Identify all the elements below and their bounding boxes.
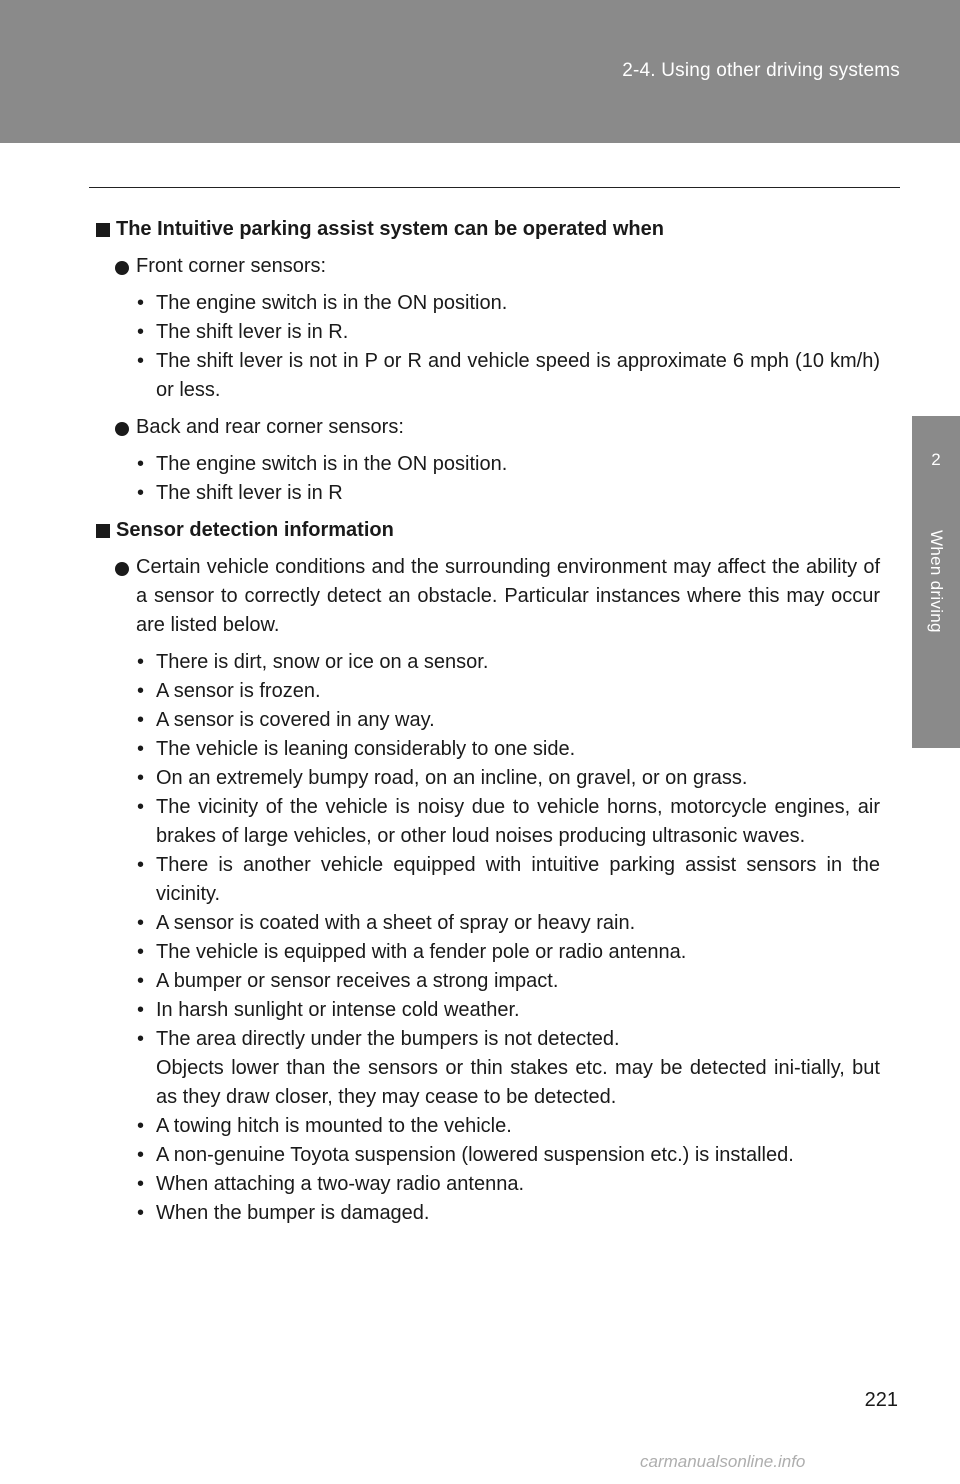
list-item: • The engine switch is in the ON position. <box>134 450 880 479</box>
list-item: Back and rear corner sensors: <box>96 413 880 442</box>
chapter-tab-number: 2 <box>912 416 960 496</box>
bullet-icon: • <box>137 1202 145 1224</box>
bullet-icon: • <box>137 767 145 789</box>
bullet-icon: • <box>137 1115 145 1137</box>
bullet-icon: • <box>137 709 145 731</box>
list-item: • In harsh sunlight or intense cold weather. <box>134 996 880 1025</box>
square-bullet-icon <box>96 223 110 237</box>
bullet-icon: • <box>137 1173 145 1195</box>
list-item: • The area directly under the bumpers is not detected. Objects lower than the sensors or thin stakes etc. may be detected ini-tially, but as they draw closer, they may cease to be detected. <box>134 1025 880 1112</box>
bullet-icon: • <box>137 738 145 760</box>
chapter-tab-label: When driving <box>927 530 946 633</box>
circle-bullet-icon <box>115 422 129 436</box>
page-content <box>96 215 880 1236</box>
list-item: • When attaching a two-way radio antenna. <box>134 1170 880 1199</box>
bullet-list <box>134 648 880 1228</box>
bullet-list <box>134 289 880 405</box>
square-bullet-icon <box>96 524 110 538</box>
section-heading: Sensor detection information <box>96 516 880 545</box>
bullet-icon: • <box>137 482 145 504</box>
list-item: • A sensor is frozen. <box>134 677 880 706</box>
bullet-list <box>134 450 880 508</box>
bullet-icon: • <box>137 453 145 475</box>
list-item: • The shift lever is not in P or R and vehicle speed is approximate 6 mph (10 km/h) or less. <box>134 347 880 405</box>
list-item: Front corner sensors: <box>96 252 880 281</box>
list-item: • A sensor is covered in any way. <box>134 706 880 735</box>
bullet-icon: • <box>137 321 145 343</box>
bullet-icon: • <box>137 651 145 673</box>
circle-bullet-icon <box>115 261 129 275</box>
list-item: • There is another vehicle equipped with intuitive parking assist sensors in the vicinity. <box>134 851 880 909</box>
bullet-icon: • <box>137 1028 145 1050</box>
item-note: Objects lower than the sensors or thin stakes etc. may be detected ini-tially, but as they draw closer, they may cease to be detected. <box>156 1057 880 1108</box>
bullet-icon: • <box>137 796 145 818</box>
circle-bullet-icon <box>115 562 129 576</box>
section-title: 2-4. Using other driving systems <box>622 60 900 81</box>
bullet-icon: • <box>137 999 145 1021</box>
header-rule <box>89 187 900 188</box>
bullet-icon: • <box>137 941 145 963</box>
page-number: 221 <box>864 1389 898 1411</box>
list-item: • A non-genuine Toyota suspension (lowered suspension etc.) is installed. <box>134 1141 880 1170</box>
list-item: • When the bumper is damaged. <box>134 1199 880 1228</box>
list-item: • The vicinity of the vehicle is noisy due to vehicle horns, motorcycle engines, air brakes of large vehicles, or other loud noises producing ultrasonic waves. <box>134 793 880 851</box>
list-item: • The vehicle is leaning considerably to one side. <box>134 735 880 764</box>
list-item: • The vehicle is equipped with a fender pole or radio antenna. <box>134 938 880 967</box>
list-item: • There is dirt, snow or ice on a sensor. <box>134 648 880 677</box>
list-item: • On an extremely bumpy road, on an incline, on gravel, or on grass. <box>134 764 880 793</box>
list-item: • The engine switch is in the ON position. <box>134 289 880 318</box>
bullet-icon: • <box>137 292 145 314</box>
bullet-icon: • <box>137 970 145 992</box>
list-item: • A bumper or sensor receives a strong impact. <box>134 967 880 996</box>
list-item: • A towing hitch is mounted to the vehicle. <box>134 1112 880 1141</box>
list-item: • A sensor is coated with a sheet of spray or heavy rain. <box>134 909 880 938</box>
list-item: Certain vehicle conditions and the surrounding environment may affect the ability of a sensor to correctly detect an obstacle. Particular instances where this may occur are listed below. <box>96 553 880 640</box>
bullet-icon: • <box>137 912 145 934</box>
list-item: • The shift lever is in R. <box>134 318 880 347</box>
list-item: • The shift lever is in R <box>134 479 880 508</box>
bullet-icon: • <box>137 680 145 702</box>
header-bar <box>0 0 960 143</box>
bullet-icon: • <box>137 1144 145 1166</box>
section-heading: The Intuitive parking assist system can be operated when <box>96 215 880 244</box>
watermark: carmanualsonline.info <box>640 1452 806 1471</box>
bullet-icon: • <box>137 350 145 372</box>
bullet-icon: • <box>137 854 145 876</box>
chapter-tab <box>912 496 960 748</box>
